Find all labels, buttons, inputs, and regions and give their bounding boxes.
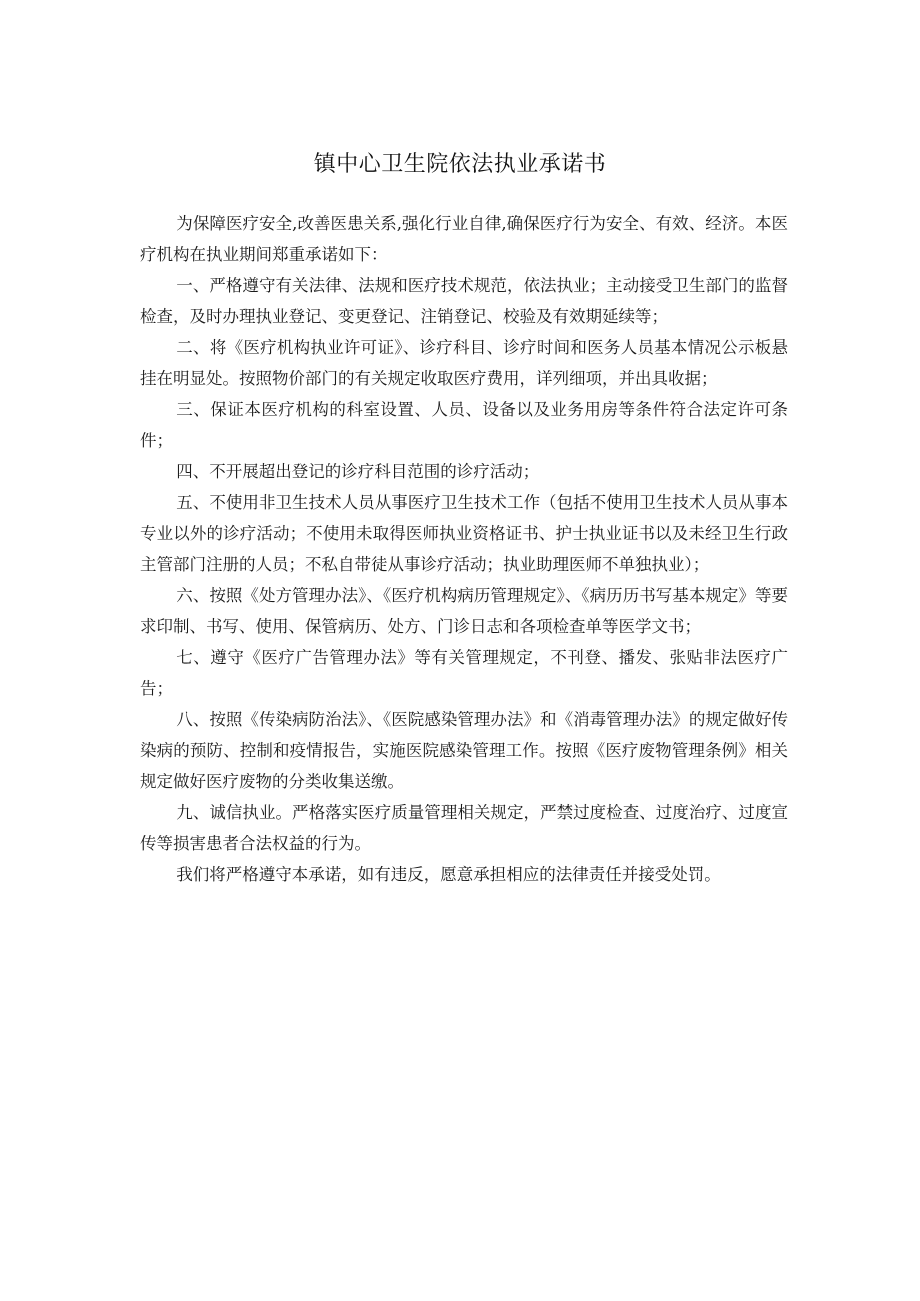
commitment-item-9: 九、诚信执业。严格落实医疗质量管理相关规定，严禁过度检查、过度治疗、过度宣传等损害患者合法权益的行为。 <box>140 803 788 853</box>
commitment-item-3: 三、保证本医疗机构的科室设置、人员、设备以及业务用房等条件符合法定许可条件； <box>140 400 788 450</box>
commitment-item-8: 八、按照《传染病防治法》、《医院感染管理办法》和《消毒管理办法》的规定做好传染病的预防、控制和疫情报告，实施医院感染管理工作。按照《医疗废物管理条例》相关规定做好医疗废物的分类收集送缴。 <box>140 710 788 791</box>
commitment-item-7: 七、遵守《医疗广告管理办法》等有关管理规定，不刊登、播发、张贴非法医疗广告； <box>140 648 788 698</box>
commitment-item-6: 六、按照《处方管理办法》、《医疗机构病历管理规定》、《病历历书写基本规定》等要求印制、书写、使用、保管病历、处方、门诊日志和各项检查单等医学文书； <box>140 586 788 636</box>
closing-paragraph: 我们将严格遵守本承诺，如有违反，愿意承担相应的法律责任并接受处罚。 <box>176 865 721 884</box>
commitment-item-5: 五、不使用非卫生技术人员从事医疗卫生技术工作（包括不使用卫生技术人员从事本专业以外的诊疗活动；不使用未取得医师执业资格证书、护士执业证书以及未经卫生行政主管部门注册的人员；不私自带徒从事诊疗活动；执业助理医师不单独执业）； <box>140 493 788 574</box>
intro-paragraph: 为保障医疗安全,改善医患关系,强化行业自律,确保医疗行为安全、有效、经济。本医疗机构在执业期间郑重承诺如下： <box>140 214 788 264</box>
document-title: 镇中心卫生院依法执业承诺书 <box>313 152 607 177</box>
document-body <box>140 208 788 890</box>
commitment-item-2: 二、将《医疗机构执业许可证》、诊疗科目、诊疗时间和医务人员基本情况公示板悬挂在明显处。按照物价部门的有关规定收取医疗费用，详列细项，并出具收据； <box>140 338 788 388</box>
commitment-item-4: 四、不开展超出登记的诊疗科目范围的诊疗活动； <box>176 462 540 481</box>
commitment-item-1: 一、严格遵守有关法律、法规和医疗技术规范，依法执业；主动接受卫生部门的监督检查，及时办理执业登记、变更登记、注销登记、校验及有效期延续等； <box>140 276 788 326</box>
